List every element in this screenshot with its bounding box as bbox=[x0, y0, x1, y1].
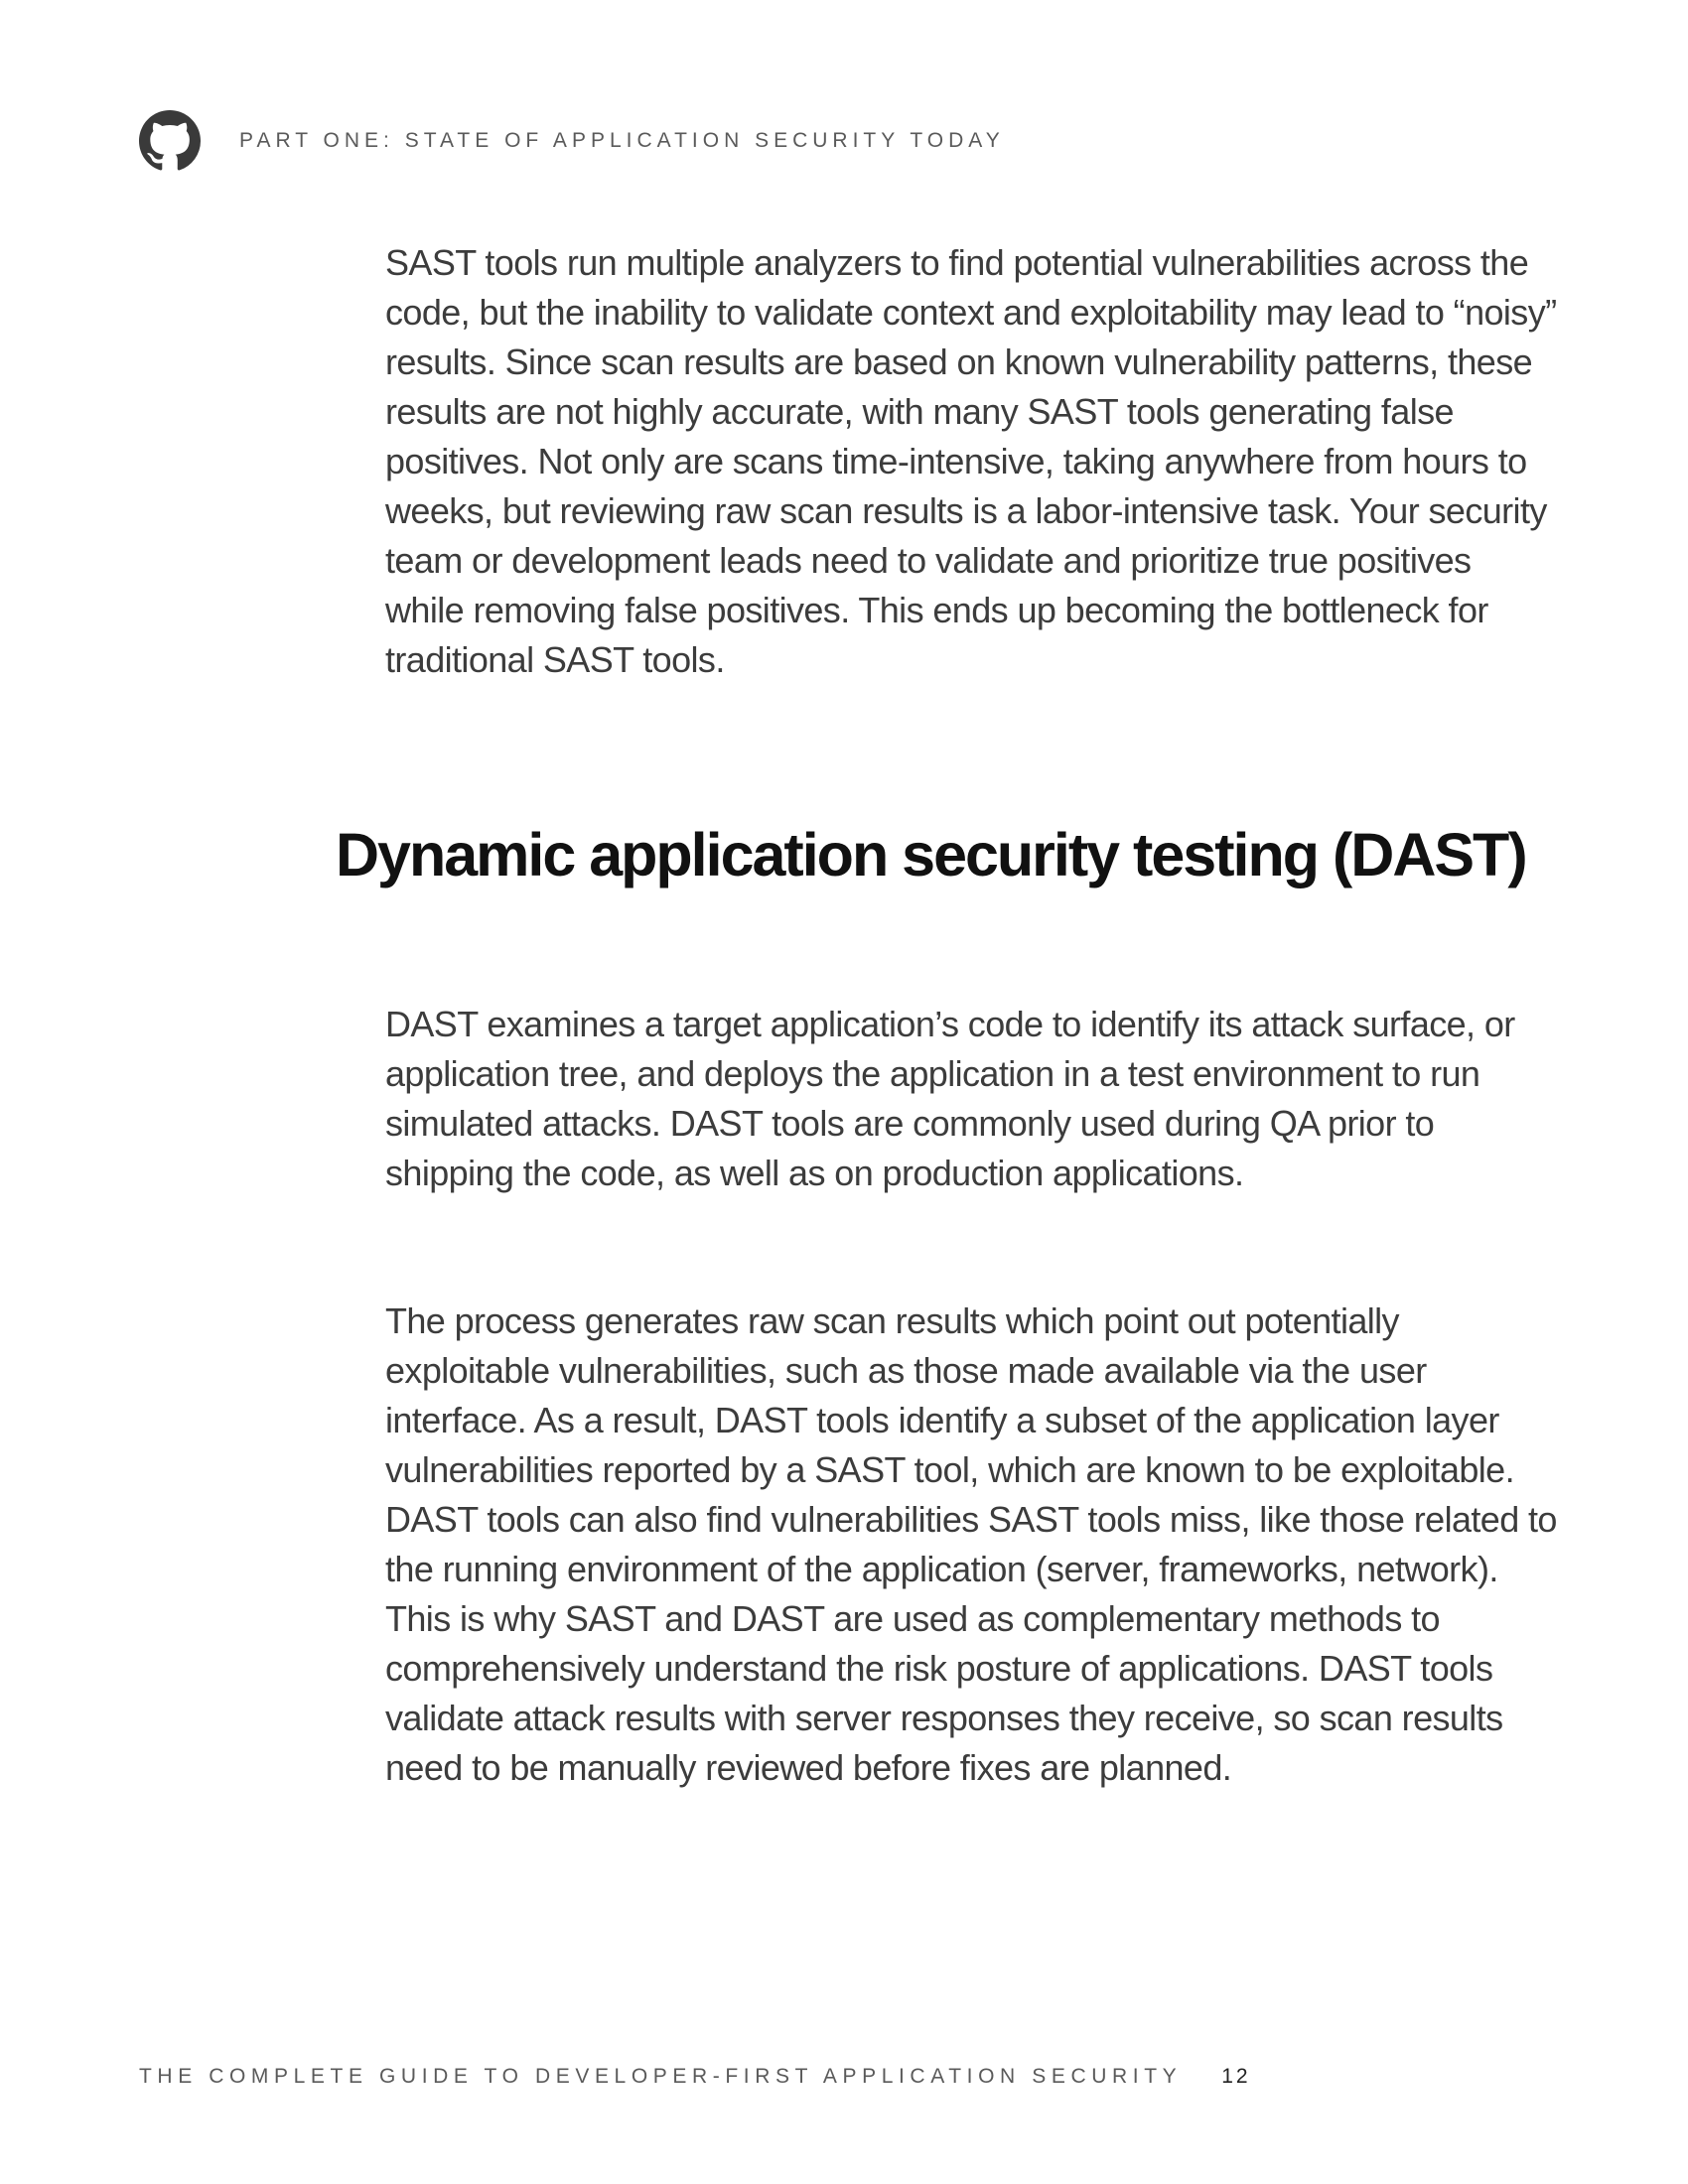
body-paragraph-dast-process: The process generates raw scan results which point out potentially exploitable vulnerabilities, such as those made available via the user interface. As a result, DAST tools identify a subset of the application layer vulnerabilities reported by a SAST tool, which are known to be exploitable. DAST tools can also find vulnerabilities SAST tools miss, like those related to the running environment of the application (server, frameworks, network). This is why SAST and DAST are used as complementary methods to comprehensively understand the risk posture of applications. DAST tools validate attack results with server responses they receive, so scan results need to be manually reviewed before fixes are planned. bbox=[385, 1300, 1557, 1788]
section-heading-dast: Dynamic application security testing (DAST) bbox=[336, 821, 1526, 888]
body-paragraph-dast-intro: DAST examines a target application’s code to identify its attack surface, or application tree, and deploys the application in a test environment to run simulated attacks. DAST tools are commonly used during QA prior to shipping the code, as well as on production applications. bbox=[385, 1004, 1515, 1193]
document-title: THE COMPLETE GUIDE TO DEVELOPER-FIRST APPLICATION SECURITY bbox=[139, 2065, 1183, 2088]
section-title: PART ONE: STATE OF APPLICATION SECURITY TODAY bbox=[239, 129, 1005, 152]
github-octocat-icon bbox=[139, 110, 201, 172]
page-number: 12 bbox=[1221, 2065, 1251, 2088]
body-paragraph-sast: SAST tools run multiple analyzers to find potential vulnerabilities across the code, but the inability to validate context and exploitability may lead to “noisy” results. Since scan results are based on known vulnerability patterns, these results are not highly accurate, with many SAST tools generating false positives. Not only are scans time-intensive, taking anywhere from hours to weeks, but reviewing raw scan results is a labor-intensive task. Your security team or development leads need to validate and prioritize true positives while removing false positives. This ends up becoming the bottleneck for traditional SAST tools. bbox=[385, 242, 1557, 680]
page-header bbox=[139, 109, 1005, 173]
page-footer bbox=[139, 2065, 1251, 2089]
